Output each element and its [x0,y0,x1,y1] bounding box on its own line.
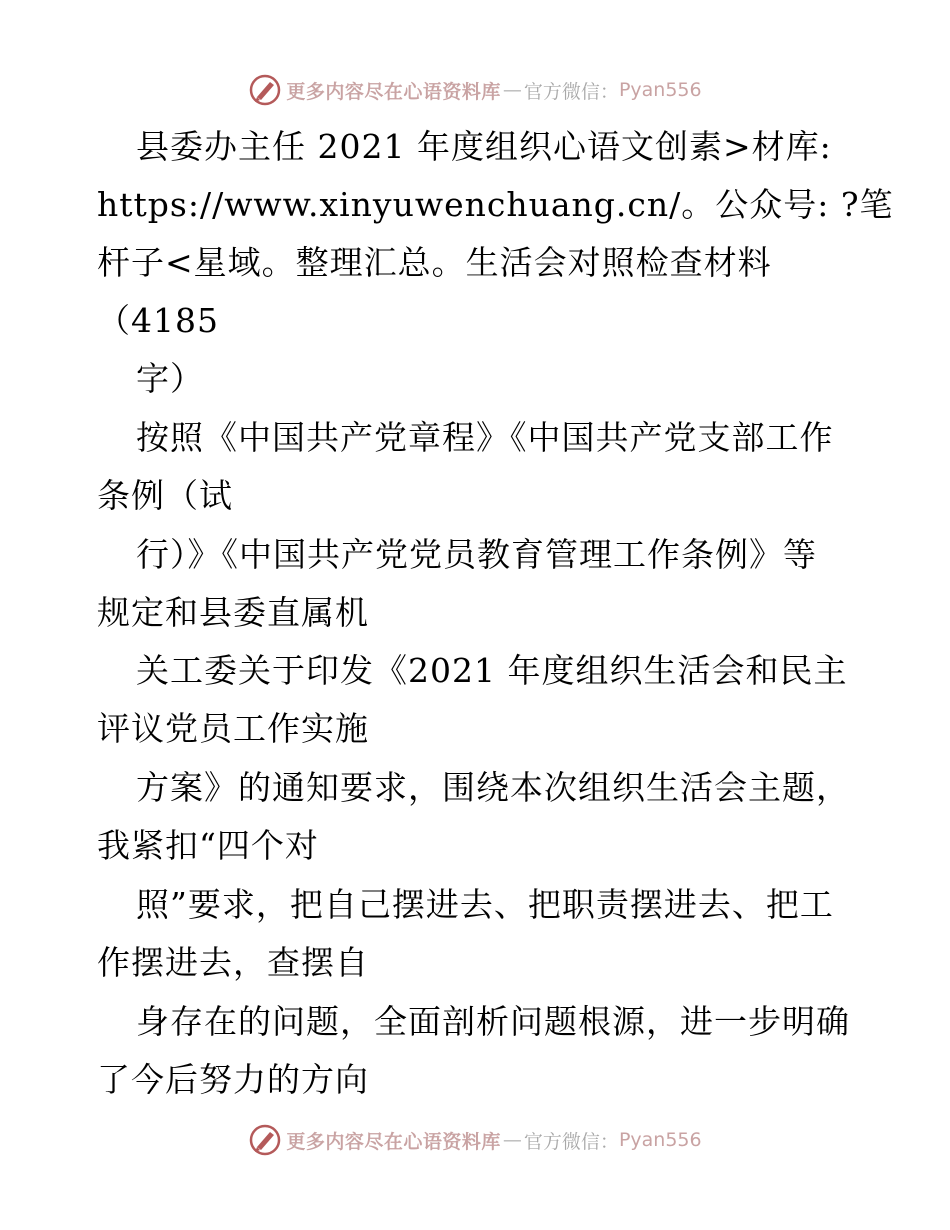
watermark-wechat-id: Pyan556 [618,79,702,101]
watermark-text: 更多内容尽在心语资料库 [286,80,501,103]
text-line: 评议党员工作实施 [97,709,369,748]
text-line: 字） [136,359,204,398]
text-line: 按照《中国共产党章程》《中国共产党支部工作 [136,418,834,457]
watermark-separator: — [502,79,522,101]
text-line: 关工委关于印发《2021 年度组织生活会和民主 [136,651,848,690]
text-line: 规定和县委直属机 [97,593,369,632]
text-line: https://www.xinyuwenchuang.cn/。公众号: ?笔 [97,185,894,224]
header-watermark [0,70,950,110]
text-line: 县委办主任 2021 年度组织心语文创素>材库: [136,127,832,166]
text-line: 杆子<星域。整理汇总。生活会对照检查材料 [97,243,772,282]
text-line: 行）》《中国共产党党员教育管理工作条例》等 [136,535,817,574]
text-line: 我紧扣“四个对 [97,826,319,865]
text-line: 照”要求，把自己摆进去、把职责摆进去、把工 [136,885,834,924]
footer-watermark [0,1120,950,1160]
text-line: 条例（试 [97,476,233,515]
pen-logo-icon [248,1123,282,1157]
watermark-wechat-label: 官方微信： [523,1130,619,1153]
text-line: 身存在的问题，全面剖析问题根源，进一步明确 [136,1002,850,1041]
watermark-wechat-id: Pyan556 [618,1129,702,1151]
text-line: 作摆进去，查摆自 [97,943,369,982]
pen-logo-icon [248,73,282,107]
watermark-text: 更多内容尽在心语资料库 [286,1130,501,1153]
text-line: 方案》的通知要求，围绕本次组织生活会主题， [136,768,850,807]
watermark-separator: — [502,1129,522,1151]
watermark-wechat-label: 官方微信： [523,80,619,103]
text-line: 了今后努力的方向 [97,1060,369,1099]
text-line: （4185 [97,301,219,340]
